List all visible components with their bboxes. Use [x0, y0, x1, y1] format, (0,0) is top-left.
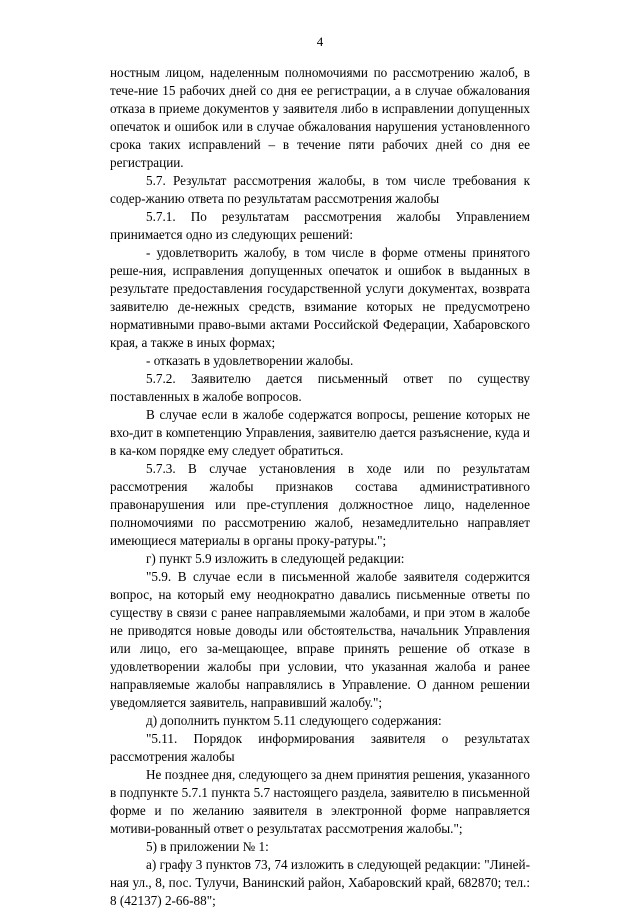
paragraph: а) графу 3 пунктов 73, 74 изложить в следующей редакции: "Линей-ная ул., 8, пос. Тулучи, Ванинский район, Хабаровский край, 682870; тел.: 8 (42137) 2-66-88";: [110, 857, 530, 908]
document-body: [110, 64, 530, 910]
paragraph: - отказать в удовлетворении жалобы.: [146, 353, 354, 368]
paragraph: 5.7.2. Заявителю дается письменный ответ по существу поставленных в жалобе вопросов.: [110, 371, 530, 404]
page-number: 4: [316, 34, 324, 49]
paragraph: Не позднее дня, следующего за днем принятия решения, указанного в подпункте 5.7.1 пункта 5.7 настоящего раздела, заявителю в письменной форме и по желанию заявителя в электронной форме направляется мотиви-рованный ответ о результатах рассмотрения жалобы.";: [110, 767, 530, 836]
paragraph: - удовлетворить жалобу, в том числе в форме отмены принятого реше-ния, исправления допущенных опечаток и ошибок в выданных в результате предоставления государственной услуги документах, возврата заявителю де-нежных средств, взимание которых не предусмотрено нормативными право-выми актами Российской Федерации, Хабаровского края, а также в иных формах;: [110, 245, 530, 350]
paragraph: "5.9. В случае если в письменной жалобе заявителя содержится вопрос, на который ему неоднократно давались письменные ответы по существу в связи с ранее направляемыми жалобами, и при этом в жалобе не приводятся новые доводы или обстоятельства, начальник Управления или лицо, его за-мещающее, вправе принять решение об отказе в удовлетворении жалобы при условии, что указанная жалоба и ранее направляемые жалобы направлялись в Управление. О данном решении уведомляется заявитель, направивший жалобу.";: [110, 569, 530, 710]
paragraph: д) дополнить пунктом 5.11 следующего содержания:: [146, 713, 442, 728]
paragraph: 5.7. Результат рассмотрения жалобы, в том числе требования к содер-жанию ответа по результатам рассмотрения жалобы: [110, 173, 530, 206]
paragraph: г) пункт 5.9 изложить в следующей редакции:: [146, 551, 405, 566]
paragraph: 5) в приложении № 1:: [146, 839, 269, 854]
paragraph: 5.7.3. В случае установления в ходе или по результатам рассмотрения жалобы признаков состава административного правонарушения или пре-ступления должностное лицо, наделенное полномочиями по рассмотрению жалоб, незамедлительно направляет имеющиеся материалы в органы проку-ратуры.";: [110, 461, 530, 548]
paragraph: ностным лицом, наделенным полномочиями по рассмотрению жалоб, в тече-ние 15 рабочих дней со дня ее регистрации, а в случае обжалования отказа в приеме документов у заявителя либо в исправлении допущенных опечаток и ошибок или в случае обжалования нарушения установленного срока таких исправлений – в течение пяти рабочих дней со дня ее регистрации.: [110, 65, 530, 170]
paragraph: 5.7.1. По результатам рассмотрения жалобы Управлением принимается одно из следующих решений:: [110, 209, 530, 242]
paragraph: "5.11. Порядок информирования заявителя о результатах рассмотрения жалобы: [110, 731, 530, 764]
paragraph: В случае если в жалобе содержатся вопросы, решение которых не вхо-дит в компетенцию Управления, заявителю дается разъяснение, куда и в ка-ком порядке ему следует обратиться.: [110, 407, 530, 458]
